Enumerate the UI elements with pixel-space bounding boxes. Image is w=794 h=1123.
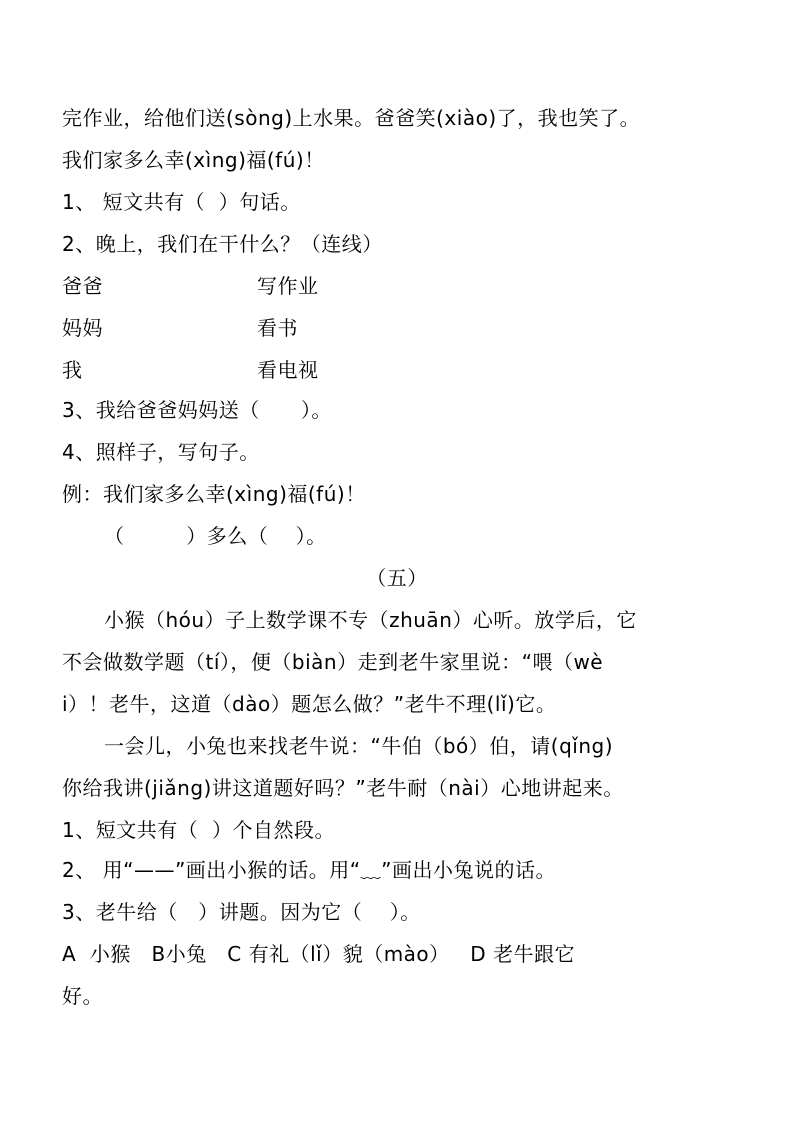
- paragraph-1-line-3: i）！老牛，这道（dào）题怎么做？”老牛不理(lǐ)它。: [62, 692, 557, 716]
- section5-question-1: 1、短文共有（ ）个自然段。: [62, 818, 335, 842]
- example-sentence: 例：我们家多么幸(xìng)福(fú)！: [62, 482, 366, 506]
- fill-blank-sentence: （ ）多么（ ）。: [104, 524, 327, 548]
- section5-question-3: 3、老牛给（ ）讲题。因为它（ ）。: [62, 900, 421, 924]
- section-heading: （五）: [366, 566, 428, 590]
- answer-options-continued: 好。: [62, 984, 103, 1008]
- match-right-3: 看电视: [257, 358, 319, 382]
- paragraph-1-line-1: 小猴（hóu）子上数学课不专（zhuān）心听。放学后，它: [104, 608, 637, 632]
- question-4: 4、照样子，写句子。: [62, 440, 260, 464]
- match-left-3: 我: [62, 358, 83, 382]
- match-right-2: 看书: [257, 316, 298, 340]
- paragraph-2-line-2: 你给我讲(jiǎng)讲这道题好吗？”老牛耐（nài）心地讲起来。: [62, 776, 624, 800]
- story-line-1: 完作业，给他们送(sòng)上水果。爸爸笑(xiào)了，我也笑了。: [62, 106, 641, 130]
- paragraph-2-line-1: 一会儿，小兔也来找老牛说：“牛伯（bó）伯，请(qǐng): [104, 734, 614, 758]
- match-right-1: 写作业: [257, 274, 319, 298]
- question-2: 2、晚上，我们在干什么？（连线）: [62, 232, 383, 256]
- question-3: 3、我给爸爸妈妈送（ ）。: [62, 398, 332, 422]
- story-line-2: 我们家多么幸(xìng)福(fú)！: [62, 148, 325, 172]
- match-left-1: 爸爸: [62, 274, 103, 298]
- answer-options: A 小猴 B小兔 C 有礼（lǐ）貌（mào） D 老牛跟它: [62, 942, 576, 966]
- section5-question-2: 2、 用“——”画出小猴的话。用“﹏”画出小兔说的话。: [62, 858, 557, 882]
- paragraph-1-line-2: 不会做数学题（tí），便（biàn）走到老牛家里说：“喂（wè: [62, 650, 604, 674]
- question-1: 1、 短文共有（ ）句话。: [62, 190, 301, 214]
- match-left-2: 妈妈: [62, 316, 103, 340]
